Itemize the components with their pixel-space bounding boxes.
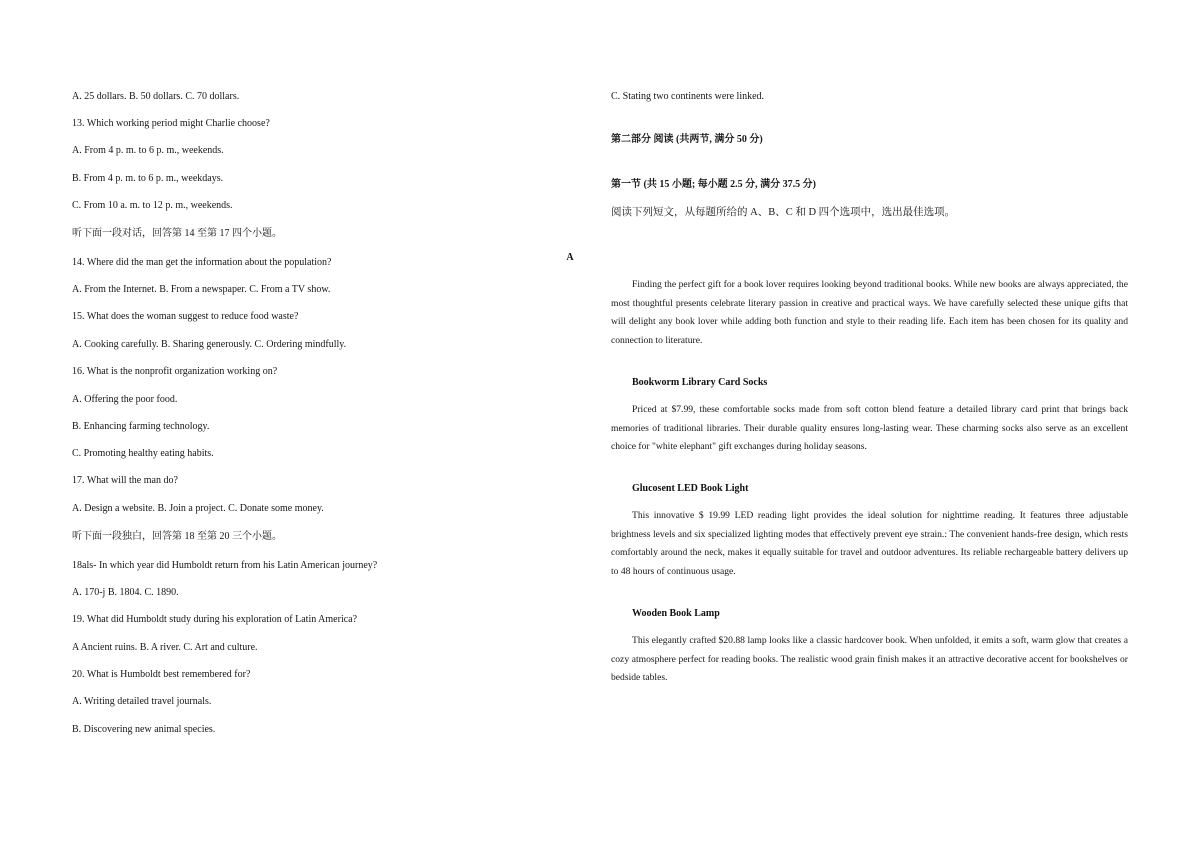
- q12-options: A. 25 dollars. B. 50 dollars. C. 70 dollars.: [72, 91, 240, 102]
- q20-option-b: B. Discovering new animal species.: [72, 724, 216, 735]
- q20-question: 20. What is Humboldt best remembered for?: [72, 669, 251, 680]
- q18-question: 18als- In which year did Humboldt return from his Latin American journey?: [72, 560, 378, 571]
- q14-options: A. From the Internet. B. From a newspaper. C. From a TV show.: [72, 284, 331, 295]
- q17-question: 17. What will the man do?: [72, 475, 178, 486]
- passage-label: A: [566, 252, 574, 263]
- q19-question: 19. What did Humboldt study during his exploration of Latin America?: [72, 614, 358, 625]
- item1-title: Bookworm Library Card Socks: [632, 377, 768, 388]
- intro-paragraph: Finding the perfect gift for a book lover requires looking beyond traditional books. While new books are always appreciated, the most thoughtful presents celebrate literary passion in creative and practical ways. We have carefully selected these unique gifts that will delight any book lover while adding both function and style to their reading life. Each item has been chosen for its quality and connection to literature.: [611, 279, 1128, 346]
- item3-title: Wooden Book Lamp: [632, 608, 720, 619]
- reading-instruction: 阅读下列短文，从每题所给的 A、B、C 和 D 四个选项中，选出最佳选项。: [611, 207, 956, 218]
- q15-question: 15. What does the woman suggest to reduce food waste?: [72, 311, 299, 322]
- q16-question: 16. What is the nonprofit organization working on?: [72, 366, 278, 377]
- q16-option-c: C. Promoting healthy eating habits.: [72, 448, 214, 459]
- q18-options: A. 170-j B. 1804. C. 1890.: [72, 587, 179, 598]
- q16-option-b: B. Enhancing farming technology.: [72, 421, 210, 432]
- item3-paragraph: This elegantly crafted $20.88 lamp looks like a classic hardcover book. When unfolded, it emits a soft, warm glow that creates a cozy atmosphere perfect for reading books. The realistic wood grain finish makes it an attractive decorative accent for bookshelves or bedside tables.: [611, 635, 1128, 684]
- item2-title: Glucosent LED Book Light: [632, 483, 749, 494]
- part-heading: 第二部分 阅读 (共两节, 满分 50 分): [611, 134, 763, 145]
- q15-options: A. Cooking carefully. B. Sharing generously. C. Ordering mindfully.: [72, 339, 347, 350]
- item2-paragraph: This innovative $ 19.99 LED reading light provides the ideal solution for nighttime reading. It features three adjustable brightness levels and six specialized lighting modes that effectively prevent eye strain.: The convenient hands-free design, which rests comfortably around the neck, makes it equally suitable for travel and outdoor adventures. Its reliable rechargeable battery delivers up to 48 hours of continuous usage.: [611, 510, 1128, 577]
- instruction-18-20: 听下面一段独白，回答第 18 至第 20 三个小题。: [72, 531, 282, 542]
- q13-option-b: B. From 4 p. m. to 6 p. m., weekdays.: [72, 173, 224, 184]
- top-option-c: C. Stating two continents were linked.: [611, 91, 765, 102]
- section-heading: 第一节 (共 15 小题; 每小题 2.5 分, 满分 37.5 分): [611, 179, 816, 190]
- q14-question: 14. Where did the man get the information about the population?: [72, 257, 332, 268]
- q20-option-a: A. Writing detailed travel journals.: [72, 696, 212, 707]
- q13-option-c: C. From 10 a. m. to 12 p. m., weekends.: [72, 200, 233, 211]
- q17-options: A. Design a website. B. Join a project. C. Donate some money.: [72, 503, 324, 514]
- instruction-14-17: 听下面一段对话，回答第 14 至第 17 四个小题。: [72, 228, 282, 239]
- q13-option-a: A. From 4 p. m. to 6 p. m., weekends.: [72, 145, 224, 156]
- q19-options: A Ancient ruins. B. A river. C. Art and culture.: [72, 642, 258, 653]
- q13-question: 13. Which working period might Charlie choose?: [72, 118, 270, 129]
- q16-option-a: A. Offering the poor food.: [72, 394, 178, 405]
- item1-paragraph: Priced at $7.99, these comfortable socks made from soft cotton blend feature a detailed library card print that brings back memories of traditional libraries. Their durable quality ensures long-lasting wear. These charming socks also serve as an excellent choice for "white elephant" gift exchanges during holiday seasons.: [611, 404, 1128, 453]
